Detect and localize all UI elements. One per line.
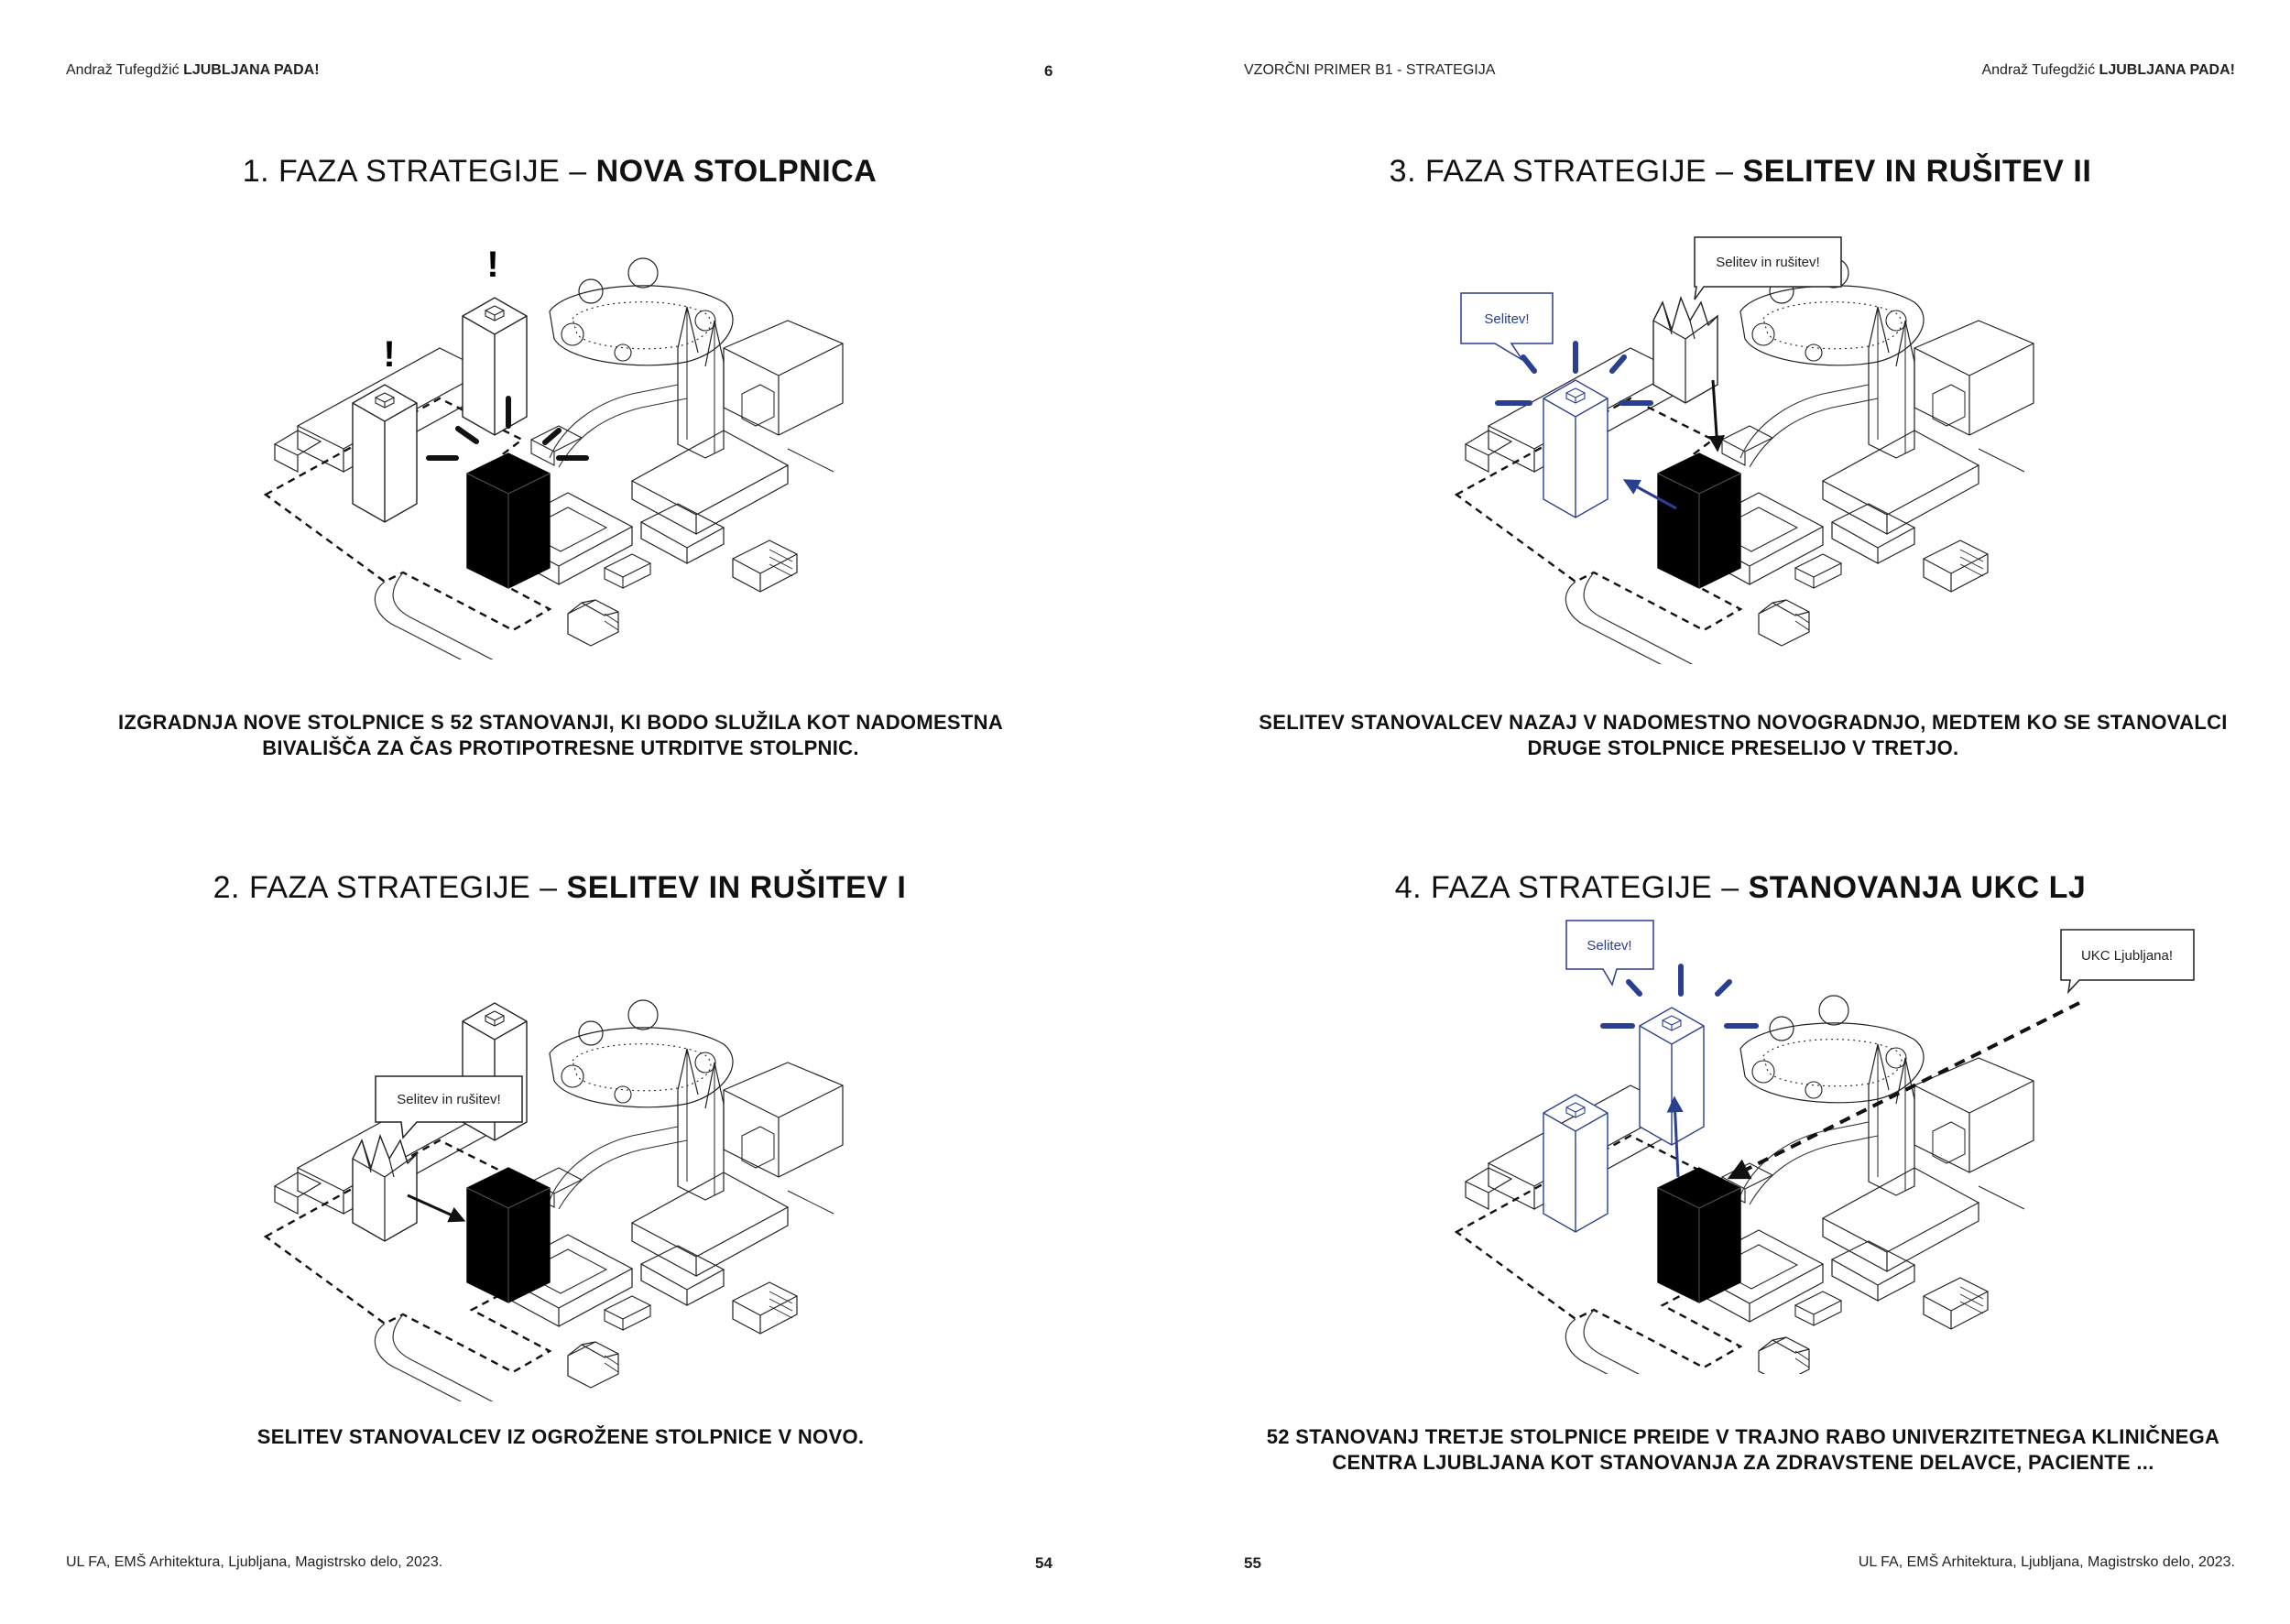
speech-bubble-text: Selitev in rušitev! [397,1092,501,1107]
new-tower-black [467,1168,550,1302]
phase-4-diagram [1438,916,2226,1374]
existing-tower-1 [353,385,417,522]
speech-bubble-blue-text: Selitev! [1484,311,1530,327]
renovated-tower-1 [1543,1095,1608,1232]
header-author: Andraž Tufegdžić [66,62,180,78]
demolished-tower-2 [1653,298,1718,403]
header-author: Andraž Tufegdžić [1981,62,2096,78]
phase-2-diagram [247,989,870,1401]
speech-bubble-text: Selitev in rušitev! [1716,255,1820,270]
header-title: LJUBLJANA PADA! [183,62,320,78]
phase-3-title: 3. FAZA STRATEGIJE – SELITEV IN RUŠITEV II [1389,154,2092,189]
exclamation-mark: ! [486,247,499,285]
new-tower-black [1658,1168,1740,1302]
new-tower-existing-2 [463,298,527,435]
phase-4-caption: 52 STANOVANJ TRETJE STOLPNICE PREIDE V TRAJNO RABO UNIVERZITETNEGA KLINIČNEGA CENTRA LJUBLJANA KOT STANOVANJA ZA ZDRAVSTENE DELAVCE, PACIENTE ... [1266,1425,2220,1474]
phase-1-title: 1. FAZA STRATEGIJE – NOVA STOLPNICA [242,154,878,189]
footer-page-number-right: 55 [1244,1554,1261,1572]
header-left [66,62,320,79]
phase-3-caption: SELITEV STANOVALCEV NAZAJ V NADOMESTNO NOVOGRADNJO, MEDTEM KO SE STANOVALCI DRUGE STOLPNICE PRESELIJO V TRETJO. [1259,711,2228,759]
footer-text-right: UL FA, EMŠ Arhitektura, Ljubljana, Magistrsko delo, 2023. [1858,1554,2235,1570]
move-arrow [1713,380,1718,449]
phase-1-diagram [247,247,870,659]
speech-bubble-text: UKC Ljubljana! [2080,948,2174,964]
speech-bubble-blue-text: Selitev! [1587,938,1632,954]
exclamation-mark: ! [383,334,396,375]
renovated-tower-1 [1543,380,1608,518]
header-page-number: 6 [1044,62,1053,80]
phase-1-caption: IZGRADNJA NOVE STOLPNICE S 52 STANOVANJI, KI BODO SLUŽILA KOT NADOMESTNA BIVALIŠČA ZA ČAS PROTIPOTRESNE UTRDITVE STOLPNIC. [117,711,1004,759]
header-section: VZORČNI PRIMER B1 - STRATEGIJA [1244,62,1496,78]
phase-4-title: 4. FAZA STRATEGIJE – STANOVANJA UKC LJ [1394,870,2087,905]
phase-2-caption: SELITEV STANOVALCEV IZ OGROŽENE STOLPNICE V NOVO. [256,1425,865,1448]
header-title: LJUBLJANA PADA! [2099,62,2235,78]
demolished-tower-1 [353,1136,417,1241]
phase-2-title: 2. FAZA STRATEGIJE – SELITEV IN RUŠITEV I [213,870,907,905]
renovated-tower-2 [1640,1008,1704,1145]
phase-3-diagram [1438,234,2061,664]
footer-text-left: UL FA, EMŠ Arhitektura, Ljubljana, Magistrsko delo, 2023. [66,1554,443,1570]
header-right [1981,62,2235,79]
new-tower-black [1658,453,1740,588]
footer-page-number-left: 54 [1035,1554,1052,1572]
new-tower-black [467,453,550,588]
